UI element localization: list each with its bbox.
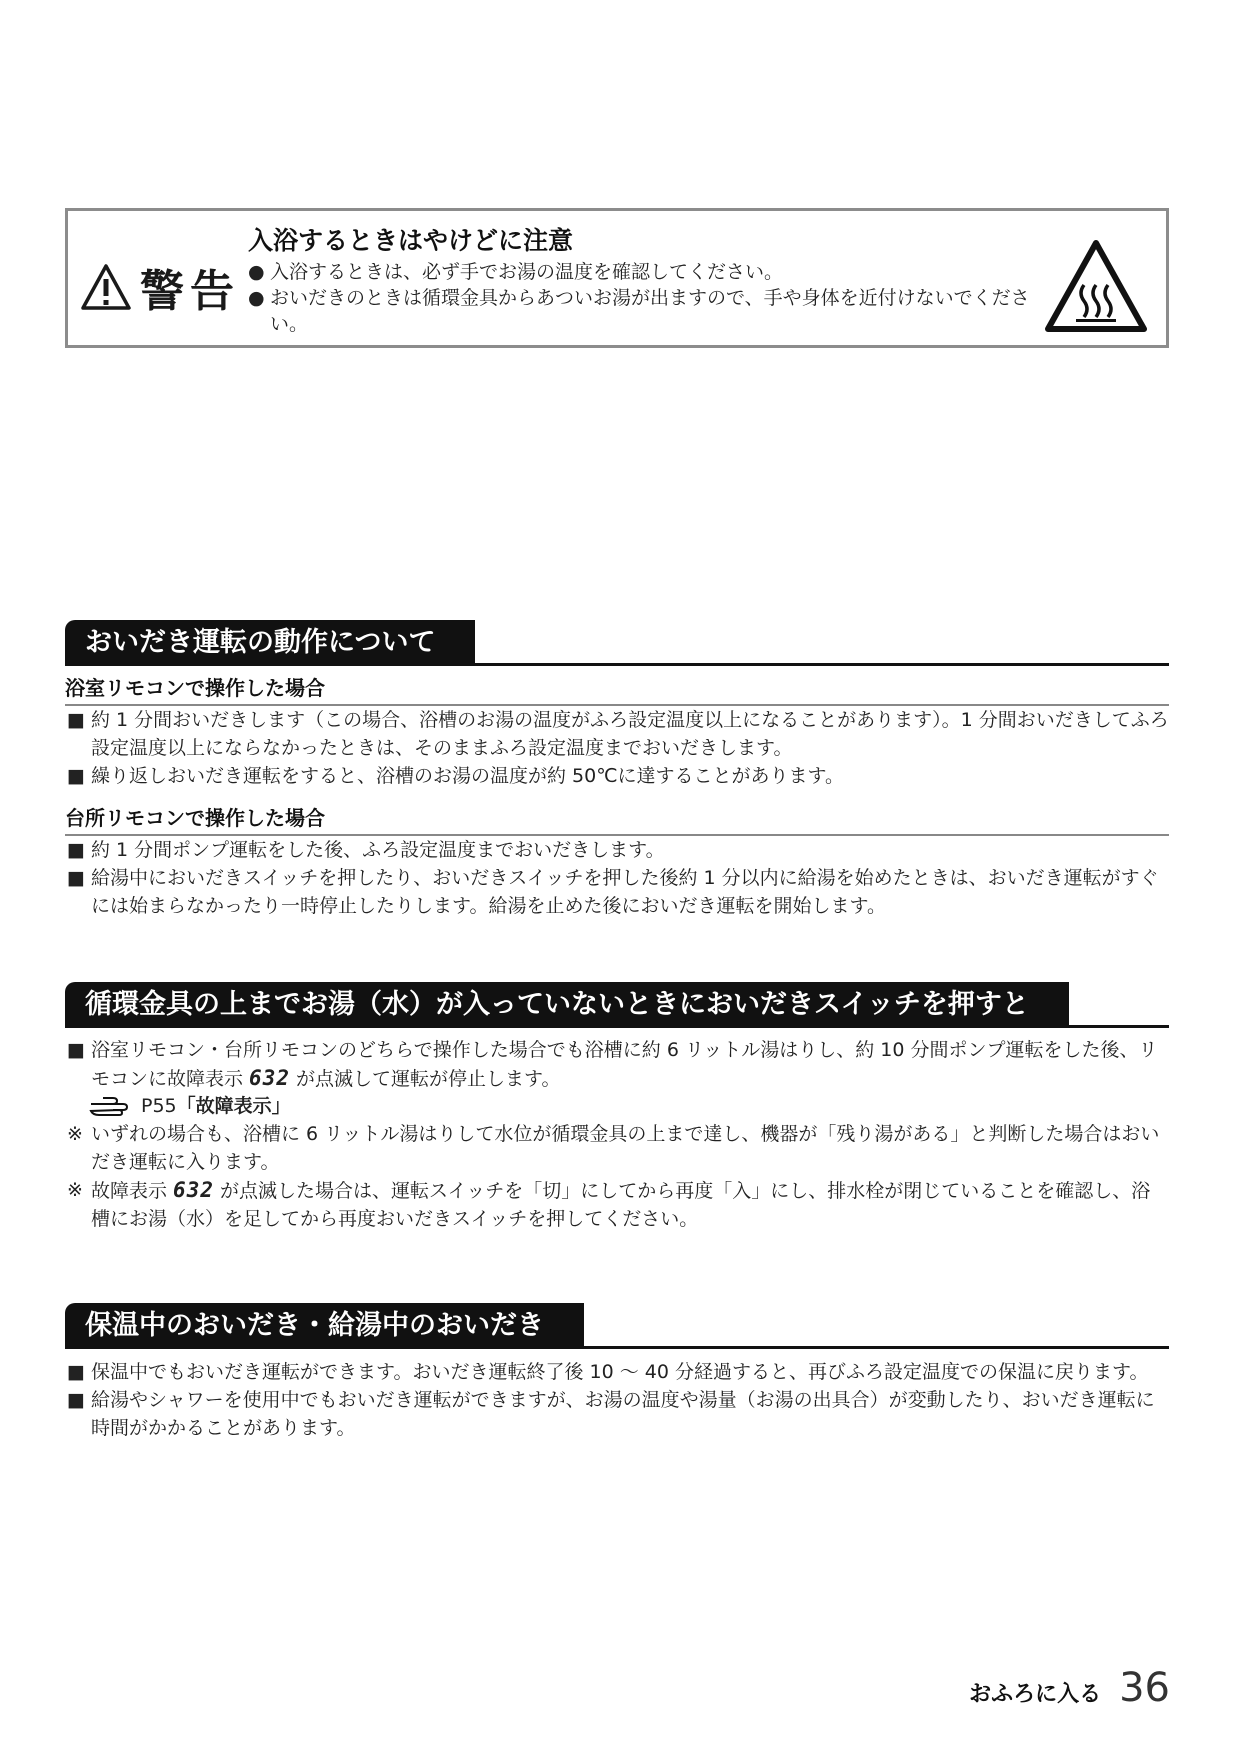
list-item: ■ 給湯中においだきスイッチを押したり、おいだきスイッチを押した後約 1 分以内に給湯を始めたときは、おいだき運転がすぐには始まらなかったり一時停止したりします。給湯を止めた後においだき運転を開始します。 — [65, 864, 1169, 920]
error-code-display: 632 — [173, 1178, 214, 1202]
notes-list — [65, 1120, 1169, 1233]
note-item: ※ 故障表示 632 が点滅した場合は、運転スイッチを「切」にしてから再度「入」にし、排水栓が閉じていることを確認し、浴槽にお湯（水）を足してから再度おいだきスイッチを押してください。 — [67, 1178, 1151, 1230]
bathroom-remote-list — [65, 706, 1169, 790]
bullet-icon: ● — [248, 287, 265, 309]
subheading-kitchen-remote: 台所リモコンで操作した場合 — [65, 802, 1169, 836]
list-item: ■ 浴室リモコン・台所リモコンのどちらで操作した場合でも浴槽に約 6 リットル湯はりし、約 10 分間ポンプ運転をした後、リモコンに故障表示 632 が点滅して運転が停止します。 — [65, 1036, 1169, 1093]
bullet-icon: ■ — [67, 709, 85, 731]
note-mark: ※ — [67, 1123, 83, 1145]
ref-page: P55 — [141, 1095, 177, 1117]
section-heading-no-water: 循環金具の上までお湯（水）が入っていないときにおいだきスイッチを押すと — [65, 982, 1069, 1028]
kitchen-remote-list — [65, 836, 1169, 920]
list-item: ■ 約 1 分間おいだきします（この場合、浴槽のお湯の温度がふろ設定温度以上になることがあります）。1 分間おいだきしてふろ設定温度以上にならなかったときは、そのままふろ設定温度までおいだきします。 — [65, 706, 1169, 762]
subheading-bathroom-remote: 浴室リモコンで操作した場合 — [65, 672, 1169, 706]
warning-list — [248, 259, 1038, 337]
bullet-icon: ■ — [67, 1361, 85, 1383]
list-item: ■ 繰り返しおいだき運転をすると、浴槽のお湯の温度が約 50℃に達することがあります。 — [65, 762, 1169, 790]
bullet-icon: ■ — [67, 1389, 85, 1411]
list-item: ■ 給湯やシャワーを使用中でもおいだき運転ができますが、お湯の温度や湯量（お湯の出具合）が変動したり、おいだき運転に時間がかかることがあります。 — [65, 1386, 1169, 1442]
warning-box — [65, 208, 1169, 348]
error-code-display: 632 — [249, 1066, 290, 1090]
list-item: ● おいだきのときは循環金具からあついお湯が出ますので、手や身体を近付けないでください。 — [248, 287, 1030, 335]
page-reference — [89, 1092, 291, 1120]
bullet-icon: ■ — [67, 765, 85, 787]
section-heading-oidaki-operation: おいだき運転の動作について — [65, 620, 475, 666]
pointing-hand-icon — [89, 1096, 131, 1116]
list-item: ■ 保温中でもおいだき運転ができます。おいだき運転終了後 10 ～ 40 分経過すると、再びふろ設定温度での保温に戻ります。 — [65, 1358, 1169, 1386]
note-item: ※ いずれの場合も、浴槽に 6 リットル湯はりして水位が循環金具の上まで達し、機器が「残り湯がある」と判断した場合はおいだき運転に入ります。 — [65, 1120, 1169, 1176]
bullet-icon: ■ — [67, 867, 85, 889]
section-rule — [65, 1025, 1169, 1028]
ref-title: 「故障表示」 — [176, 1095, 291, 1117]
list-item: ■ 約 1 分間ポンプ運転をした後、ふろ設定温度までおいだきします。 — [65, 836, 1169, 864]
warning-label-text: 警告 — [140, 266, 240, 317]
warning-label — [80, 255, 240, 319]
section-rule — [65, 663, 1169, 666]
list-item: ● 入浴するときは、必ず手でお湯の温度を確認してください。 — [248, 261, 784, 283]
bullet-icon: ■ — [67, 1039, 85, 1061]
section-rule — [65, 1346, 1169, 1349]
bullet-icon: ■ — [67, 839, 85, 861]
no-water-list — [65, 1036, 1169, 1093]
hot-surface-icon — [1044, 239, 1148, 333]
page-number: 36 — [1119, 1665, 1170, 1711]
section-heading-keep-warm: 保温中のおいだき・給湯中のおいだき — [65, 1303, 584, 1349]
note-mark: ※ — [67, 1179, 83, 1201]
keep-warm-list — [65, 1358, 1169, 1442]
bullet-icon: ● — [248, 261, 265, 283]
page-footer — [969, 1665, 1170, 1711]
footer-section-label: おふろに入る — [969, 1682, 1102, 1707]
warning-triangle-icon — [80, 263, 132, 311]
warning-title: 入浴するときはやけどに注意 — [248, 226, 574, 255]
